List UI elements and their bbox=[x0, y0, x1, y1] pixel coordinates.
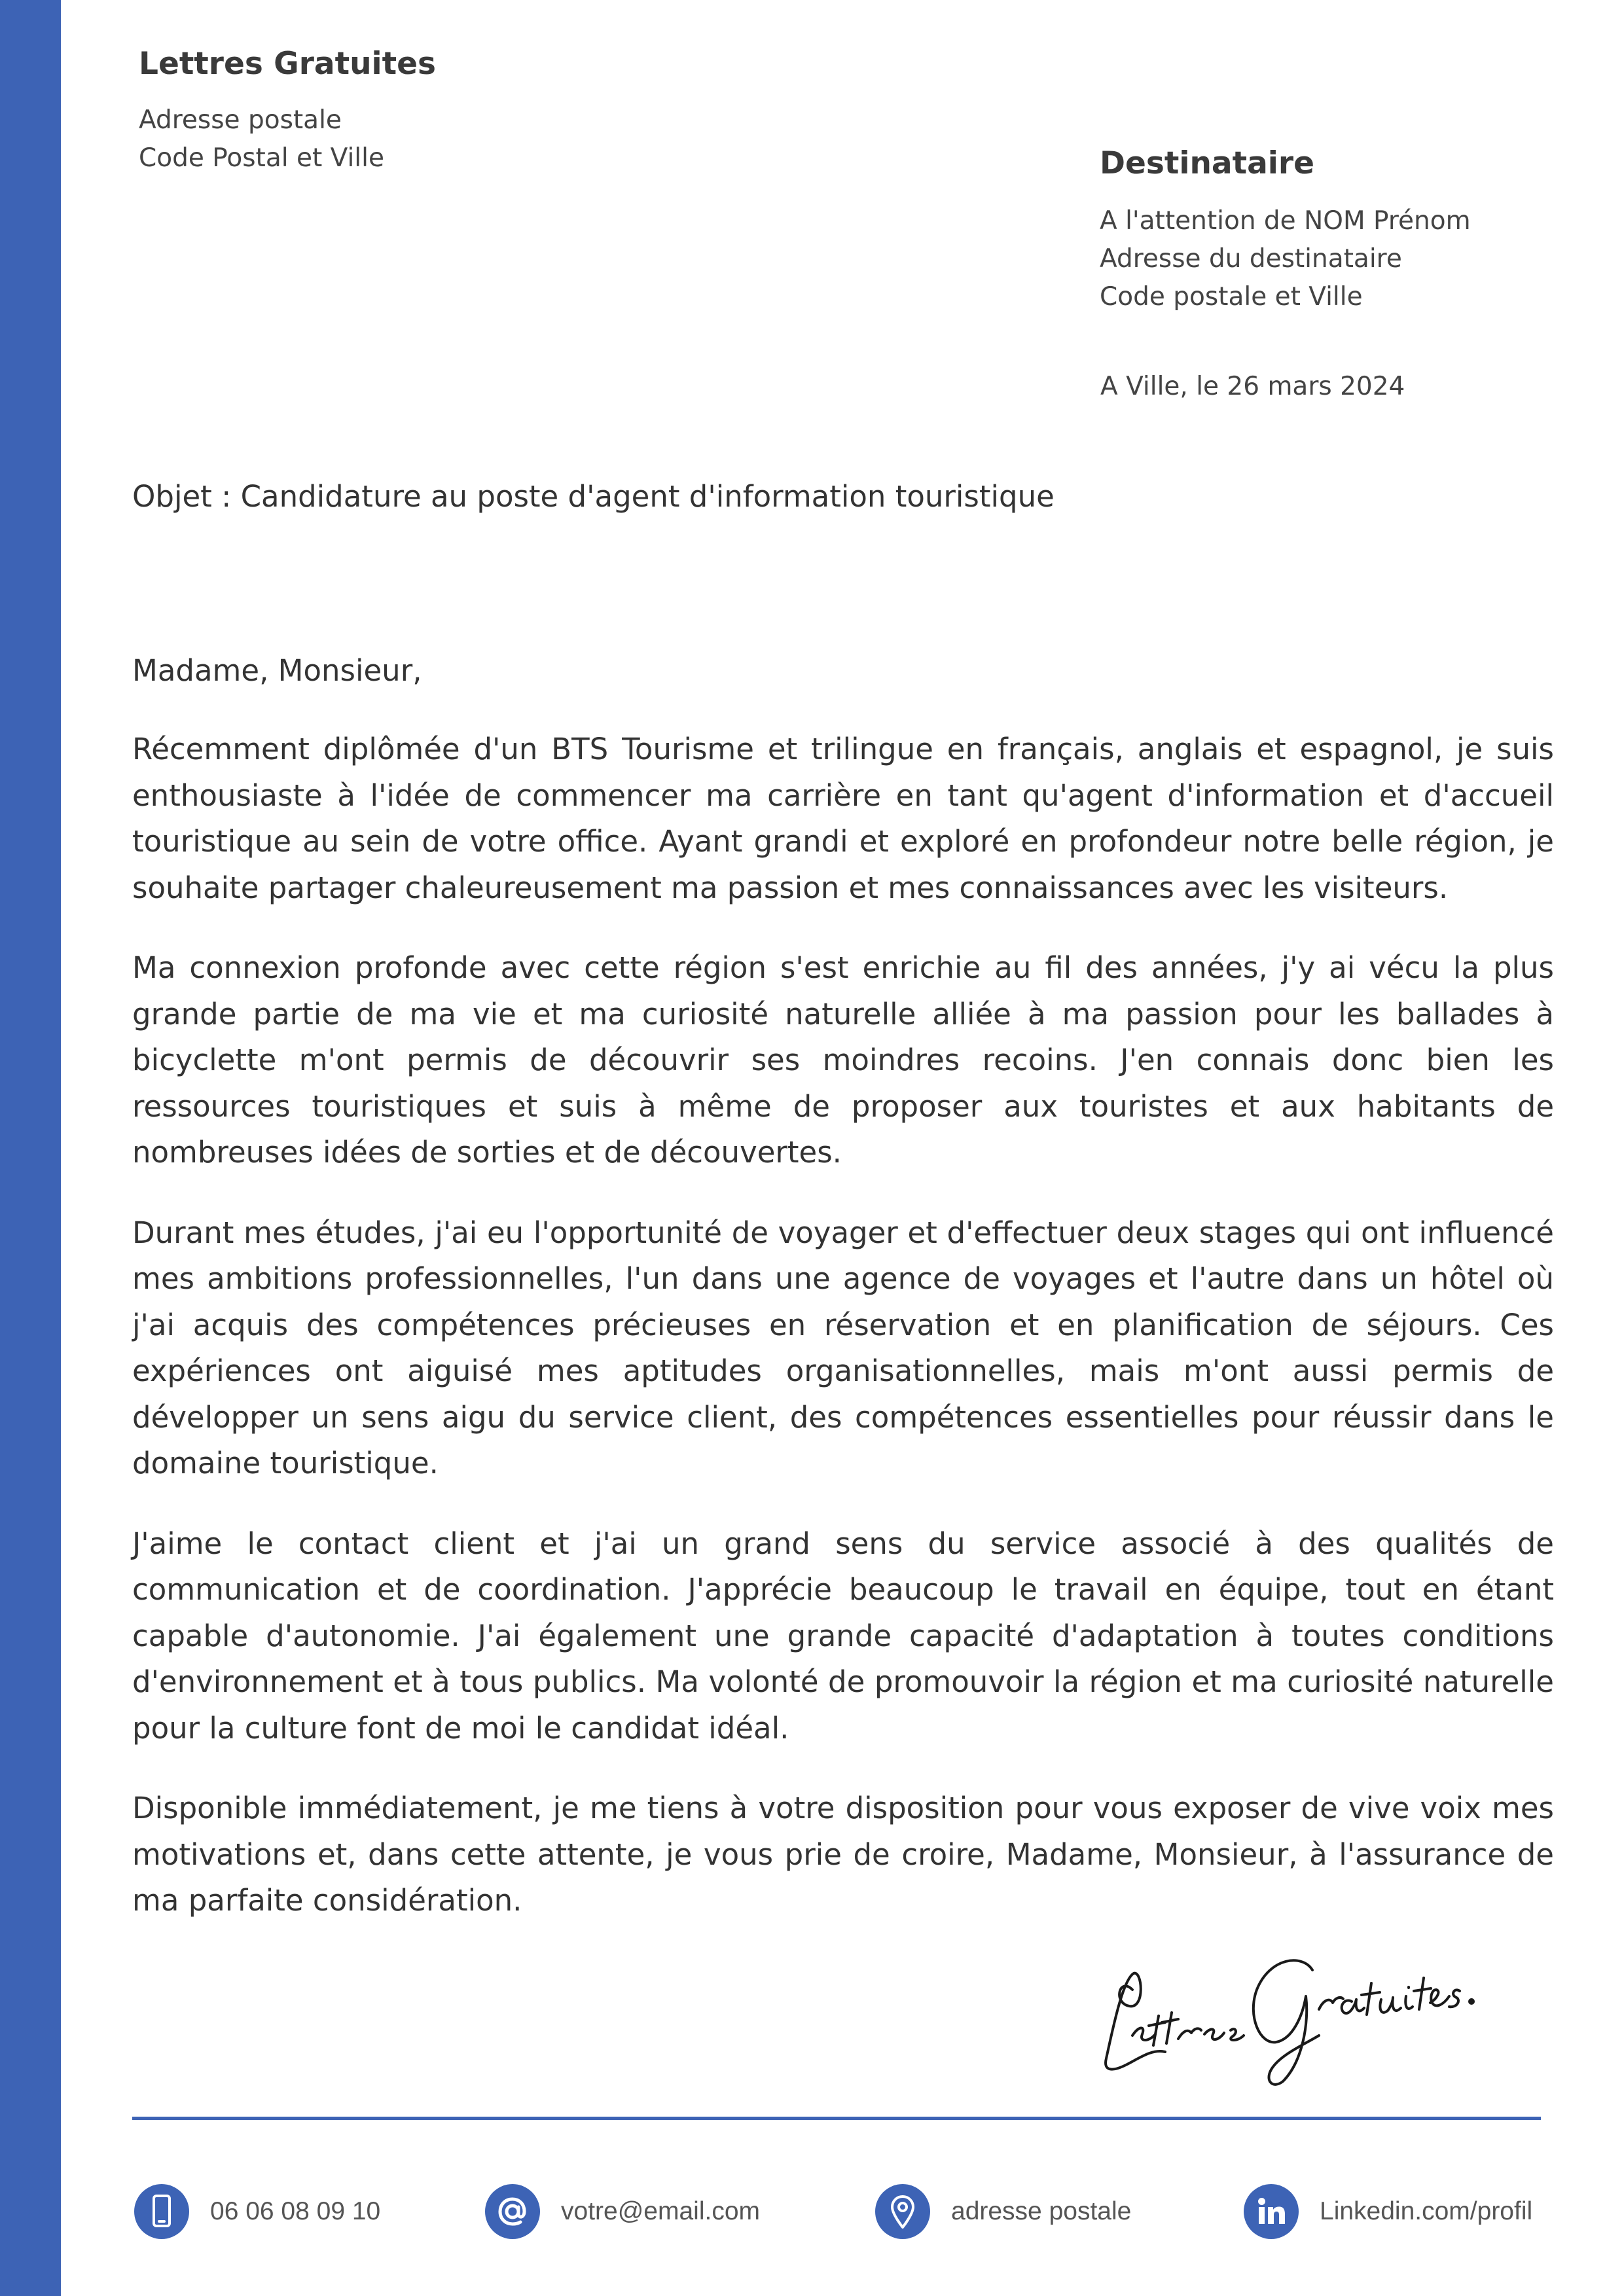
location-pin-icon bbox=[875, 2184, 930, 2239]
recipient-attention: A l'attention de NOM Prénom bbox=[1100, 206, 1471, 236]
contact-phone bbox=[134, 2184, 380, 2239]
address-text: adresse postale bbox=[951, 2197, 1132, 2225]
salutation: Madame, Monsieur, bbox=[132, 653, 422, 688]
contact-address bbox=[875, 2184, 1131, 2239]
letter-object: Objet : Candidature au poste d'agent d'information touristique bbox=[132, 479, 1055, 514]
paragraph-5: Disponible immédiatement, je me tiens à votre disposition pour vous exposer de vive voix mes motivations et, dans cette attente, je vous prie de croire, Madame, Monsieur, à l'assurance de ma parfaite considération. bbox=[132, 1791, 1554, 1918]
phone-icon bbox=[134, 2184, 189, 2239]
sender-address: Adresse postale bbox=[139, 105, 342, 135]
side-accent-bar bbox=[0, 0, 61, 2296]
contact-linkedin bbox=[1244, 2184, 1532, 2239]
sender-block bbox=[139, 46, 436, 177]
paragraph-2: Ma connexion profonde avec cette région s'est enrichie au fil des années, j'y ai vécu la plus grande partie de ma vie et ma curiosité naturelle alliée à ma passion pour les ballades à bicyclette m'ont permis de découvrir ses moindres recoins. J'en connais donc bien les ressources touristiques et suis à même de proposer aux touristes et aux habitants de nombreuses idées de sorties et de découvertes. bbox=[132, 950, 1554, 1170]
at-sign-icon bbox=[485, 2184, 540, 2239]
sender-city: Code Postal et Ville bbox=[139, 143, 384, 173]
letter-body bbox=[132, 648, 1554, 1958]
recipient-block bbox=[1100, 145, 1471, 316]
contact-email bbox=[485, 2184, 760, 2239]
paragraph-3: Durant mes études, j'ai eu l'opportunité de voyager et d'effectuer deux stages qui ont influencé mes ambitions professionnelles, l'un dans une agence de voyages et l'autre dans un hôtel où j'ai acquis des compétences précieuses en réservation et en planification de séjours. Ces expériences ont aiguisé mes aptitudes organisationnelles, mais m'ont aussi permis de développer un sens aigu du service client, des compétences essentielles pour réussir dans le domaine touristique. bbox=[132, 1215, 1554, 1480]
phone-text[interactable]: 06 06 08 09 10 bbox=[210, 2197, 381, 2225]
recipient-title: Destinataire bbox=[1100, 145, 1314, 181]
sender-name: Lettres Gratuites bbox=[139, 46, 436, 82]
linkedin-text[interactable]: Linkedin.com/profil bbox=[1320, 2197, 1533, 2225]
email-text[interactable]: votre@email.com bbox=[561, 2197, 761, 2225]
letter-date: A Ville, le 26 mars 2024 bbox=[1100, 372, 1405, 401]
signature bbox=[1093, 1918, 1486, 2088]
paragraph-1: Récemment diplômée d'un BTS Tourisme et trilingue en français, anglais et espagnol, je suis enthousiaste à l'idée de commencer ma carrière en tant qu'agent d'information et d'accueil touristique au sein de votre office. Ayant grandi et exploré en profondeur notre belle région, je souhaite partager chaleureusement ma passion et mes connaissances avec les visiteurs. bbox=[132, 732, 1554, 905]
paragraph-4: J'aime le contact client et j'ai un grand sens du service associé à des qualités de communication et de coordination. J'apprécie beaucoup le travail en équipe, tout en étant capable d'autonomie. J'ai également une grande capacité d'adaptation à toutes conditions d'environnement et à tous publics. Ma volonté de promouvoir la région et ma curiosité naturelle pour la culture font de moi le candidat idéal. bbox=[132, 1526, 1554, 1746]
recipient-city: Code postale et Ville bbox=[1100, 282, 1363, 312]
linkedin-icon bbox=[1244, 2184, 1299, 2239]
footer-divider bbox=[132, 2117, 1541, 2120]
recipient-address: Adresse du destinataire bbox=[1100, 244, 1402, 274]
